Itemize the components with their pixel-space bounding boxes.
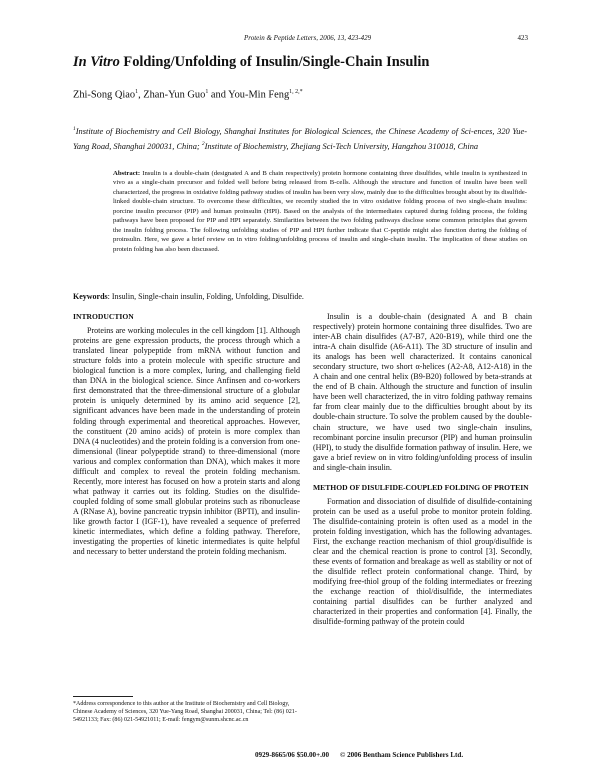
keywords-label: Keywords	[73, 292, 108, 301]
issn-price: 0929-8665/06 $50.00+.00	[255, 751, 329, 759]
section-heading: INTRODUCTION	[73, 312, 134, 321]
author-name: Zhi-Song Qiao	[73, 89, 136, 101]
article-title	[73, 54, 533, 71]
title-italic: In Vitro	[73, 54, 120, 70]
affil-text: Institute of Biochemistry and Cell Biology, Shanghai Institutes for Biological Sciences, the Chinese Academy of Sci-ences, 320 Yue-Yang Road, Shanghai 200031, China;	[73, 126, 527, 151]
abstract-label: Abstract:	[113, 170, 141, 177]
affil-text: Institute of Biochemistry, Zhejiang Sci-Tech University, Hangzhou 310018, China	[204, 141, 479, 151]
section-heading: METHOD OF DISULFIDE-COUPLED FOLDING OF PROTEIN	[313, 482, 529, 492]
paragraph: Insulin is a double-chain (designated A and B chain respectively) protein hormone containing three disulfides. Two are inter-AB chain disulfides (A7-B7, A20-B19), while third one the intra-A chain disulfide (A6-A11). The 3D structure of insulin and its analogs has been well characterized. It contains canonical secondary structure, two short α-helices (A2-A8, A12-A18) in the A chain and one central helix (B9-B20) followed by beta-strands at the end of B chain. Although the structure and function of insulin have been well characterized, the in vitro folding pathway remains far from clear mainly due to the difficulties brought about by its double-chain structure. To solve the problem caused by the double-chain structure, we have used two single-chain insulins, recombinant porcine insulin precursor (PIP) and human proinsulin (HPI), to study the disulfide formation pathway of insulin. Here, we gave a brief review on in vitro folding/unfolding process of insulin and single-chain insulin.	[313, 312, 532, 472]
author-name: You-Min Feng	[228, 89, 290, 101]
affil-sup: 1	[73, 126, 76, 132]
author-sup: 1	[205, 89, 209, 95]
title-rest: Folding/Unfolding of Insulin/Single-Chain Insulin	[119, 54, 430, 70]
page-number: 423	[517, 34, 528, 42]
keywords-text: : Insulin, Single-chain insulin, Folding, Unfolding, Disulfide.	[107, 292, 304, 301]
correspondence-footnote: *Address correspondence to this author at the Institute of Biochemistry and Cell Biology, Chinese Academy of Sciences, 320 Yue-Yang Road, Shanghai 200031, China; Tel: (86) 021-54921133; Fax: (86) 021-54921011; E-mail: fengym@sunm.shcnc.ac.cn	[73, 701, 297, 724]
copyright: © 2006 Bentham Science Publishers Ltd.	[340, 751, 464, 759]
abstract-text: Insulin is a double-chain (designated A and B chain respectively) protein hormone containing three disulfides, while insulin is synthesized in vivo as a single-chain precursor and folded well before being released from B-cells. Although the structure and function of insulin have been well characterized, the progress in oxidative folding pathway studies of insulin has been very slow, mainly due to the difficulties brought about by its disulfide-linked double-chain structure. To overcome these difficulties, we recently studied the in vitro oxidative folding process of two single-chain insulins: porcine insulin precursor (PIP) and human proinsulin (HPI). Based on the analysis of the intermediates captured during folding process, the folding pathways have been proposed for PIP and HPI separately. Similarities between the two folding pathways disclose some common principles that govern the insulin folding process. The following unfolding studies of PIP and HPI further indicate that C-peptide might also function during the folding of proinsulin. Here, we gave a brief review on in vitro folding/unfolding process of insulin and single-chain insulin. The implication of these studies on protein folding has also been discussed.	[113, 170, 527, 253]
running-header	[0, 34, 600, 46]
abstract	[113, 169, 527, 254]
left-column	[73, 312, 300, 557]
author-name: Zhan-Yun Guo	[143, 89, 206, 101]
paragraph: Formation and dissociation of disulfide of disulfide-containing protein can be used as a useful probe to monitor protein folding. The disulfide-containing protein is often used as a model in the protein folding investigation, which has the following advantages. First, the exchange reaction mechanism of thiol group/disulfide is clear and the chemical reaction is prone to control [3]. Secondly, these events of formation and breakage as well as stability or not of the disulfide reflect protein conformational change. Third, by modifying free-thiol group of the folding intermediates or freezing the exchange reaction of thiol/disulfide, the intermediates containing partial disulfides can be further analyzed and characterized in their properties and conformation [4]. Finally, the disulfide-forming pathway of the protein could	[313, 496, 532, 627]
author-sup: 1	[135, 89, 139, 95]
right-column	[313, 312, 532, 627]
footnote-rule	[73, 696, 133, 697]
affiliations	[73, 123, 527, 153]
author-list: Zhi-Song Qiao$^1$, Zhan-Yun Guo$^1$ and You-Min Feng$^{1, 2,*}$	[73, 89, 303, 101]
keywords	[73, 292, 304, 301]
affil-sup: 2	[201, 140, 205, 147]
author-sup: 1, 2,*	[289, 89, 303, 95]
journal-citation: Protein & Peptide Letters, 2006, 13, 423-429	[244, 34, 372, 42]
paragraph: Proteins are working molecules in the cell kingdom [1]. Although proteins are gene expression products, the process through which a translated linear polypeptide from mRNA without function and structure folds into a protein molecule with specific structure and biological function is a more complex, luring, and challenging field than DNA in the biological science. Since Anfinsen and co-workers first demonstrated that the three-dimensional structure of a globular protein is uniquely determined by its amino acid sequence [2], significant advances have been made in the understanding of protein folding through experimental and theoretical approaches. However, the constituent (20 amino acids) of protein is more complex than DNA (4 nucleotides) and the protein folding is a conversion from one-dimensional (linear polypeptide strand) to three-dimensional (more various and complex conformation than DNA), which makes it more difficult and complex to reveal the protein folding mechanism. Recently, more interest has focused on how a protein starts and along what pathway it carries out its folding. Studies on the disulfide-coupled folding of some small globular proteins such as ribonuclease A (RNase A), bovine pancreatic trypsin inhibitor (BPTI), and insulin-like growth factor I (IGF-1), have revealed a sequence of preferred kinetic intermediates, which define a folding pathway. Therefore, investigating the properties of kinetic intermediates is quite helpful and necessary to better understand the protein folding mechanism.	[73, 326, 300, 557]
